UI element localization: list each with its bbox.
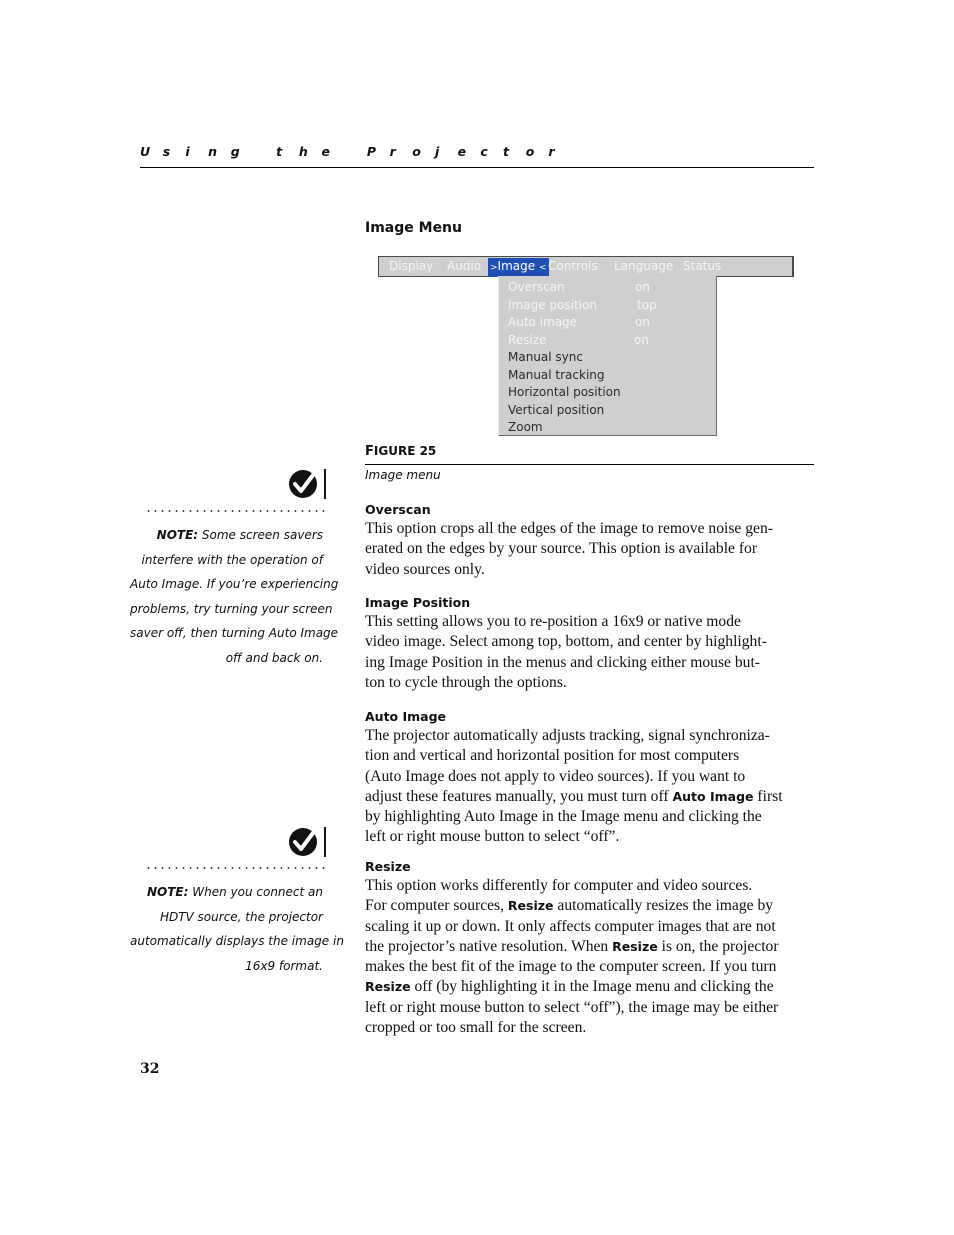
dropdown-item-overscan[interactable]: Overscan <box>508 280 565 294</box>
checkmark-note-icon <box>288 467 328 501</box>
auto-image-heading: Auto Image <box>365 709 447 724</box>
auto-image-paragraph: The projector automatically adjusts tracking, signal synchroniza- tion and vertical and horizontal position for most computers (Auto Image does not apply to video sources). If you want to adjust these features manually, you must turn off Auto Image first by highlighting Auto Image in the Image menu and clicking the left or right mouse button to select “off”. <box>365 727 783 846</box>
dropdown-value-overscan: on <box>635 280 650 294</box>
header-rule <box>140 167 814 168</box>
dropdown-item-auto-image[interactable]: Auto image <box>508 315 578 329</box>
note-screen-savers: NOTE: Some screen savers interfere with the operation of Auto Image. If you’re experiencing problems, try turning your screen saver off, then turning Auto Image off and back on. <box>130 528 339 665</box>
checkmark-note-icon <box>288 825 328 859</box>
dropdown-item-zoom[interactable]: Zoom <box>508 420 543 434</box>
image-position-heading: Image Position <box>365 595 471 610</box>
section-title: Image Menu <box>365 220 462 236</box>
menu-bar <box>378 256 794 277</box>
note-hdtv: NOTE: When you connect an HDTV source, the projector automatically displays the image in 16x9 format. <box>130 885 344 973</box>
note-divider <box>145 867 328 869</box>
resize-paragraph: This option works differently for computer and video sources. For computer sources, Resize automatically resizes the image by scaling it up or down. It only affects computer images that are not the projector’s native resolution. When Resize is on, the projector makes the best fit of the image to the computer screen. If you turn Resize off (by highlighting it in the Image menu and clicking the left or right mouse button to select “off”), the image may be either cropped or too small for the screen. <box>365 877 779 1037</box>
dropdown-item-resize[interactable]: Resize <box>508 332 547 347</box>
running-head-text: U s i n g t h e P r o j e c t o r <box>140 144 555 159</box>
dropdown-item-manual-tracking[interactable]: Manual tracking <box>508 367 605 382</box>
resize-heading: Resize <box>365 859 411 874</box>
overscan-paragraph: This option crops all the edges of the image to remove noise gen- erated on the edges by your source. This option is available for video sources only. <box>365 520 773 578</box>
page-number: 32 <box>140 1061 160 1077</box>
dropdown-item-horizontal-position[interactable]: Horizontal position <box>508 385 621 399</box>
menu-item-language[interactable]: Language <box>614 259 674 273</box>
figure-rule <box>365 464 814 465</box>
image-position-paragraph: This setting allows you to re-position a 16x9 or native mode video image. Select among top, bottom, and center by highlight- ing Image Position in the menus and clicking either mouse but- ton to cycle through the options. <box>365 613 767 691</box>
dropdown-value-image-position: top <box>637 297 657 312</box>
menu-item-controls[interactable]: Controls <box>548 259 598 273</box>
dropdown-item-manual-sync[interactable]: Manual sync <box>508 350 583 364</box>
running-head <box>140 144 814 159</box>
menu-item-audio[interactable]: Audio <box>447 259 482 273</box>
menu-item-image[interactable]: >Image < <box>488 258 549 277</box>
figure-label: FIGURE 25 <box>365 444 437 459</box>
menu-item-status[interactable]: Status <box>683 259 722 273</box>
dropdown-item-image-position[interactable]: Image position <box>508 297 597 312</box>
image-dropdown-menu <box>498 276 717 436</box>
overscan-heading: Overscan <box>365 502 431 517</box>
menu-item-display[interactable]: Display <box>389 259 434 273</box>
dropdown-value-auto-image: on <box>635 315 650 329</box>
dropdown-value-resize: on <box>634 332 649 347</box>
note-divider <box>145 510 328 512</box>
dropdown-item-vertical-position[interactable]: Vertical position <box>508 402 605 417</box>
figure-caption: Image menu <box>365 468 441 482</box>
